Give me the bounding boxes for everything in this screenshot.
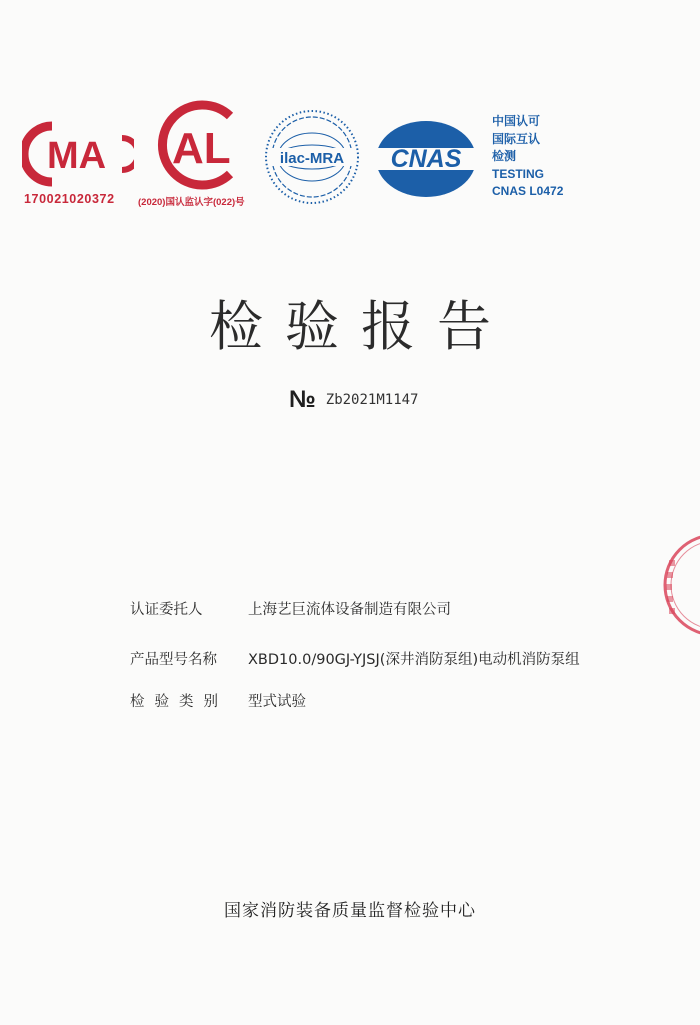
seal-stamp xyxy=(655,530,700,640)
ilac-mra-logo xyxy=(262,107,362,207)
product-label: 产品型号名称 xyxy=(130,652,217,668)
cnas-line: 国际互认 xyxy=(492,131,541,146)
cal-number: (2020)国认监认字(022)号 xyxy=(138,197,245,208)
inspection-type-label: 检验类别 xyxy=(130,694,228,710)
cma-logo-text: MA xyxy=(47,135,107,177)
number-symbol: № xyxy=(289,386,316,413)
cnas-line: 中国认可 xyxy=(492,114,541,128)
report-number-value: Zb2021M1147 xyxy=(325,392,419,408)
ilac-logo-text: ilac-MRA xyxy=(279,150,345,167)
cnas-logo-text: CNAS xyxy=(390,145,462,173)
cnas-accreditation-text xyxy=(492,113,563,201)
cal-logo xyxy=(146,100,254,190)
client-value: 上海艺巨流体设备制造有限公司 xyxy=(248,602,451,618)
cnas-line: 检测 xyxy=(492,149,517,163)
cma-number: 170021020372 xyxy=(24,192,115,206)
report-number xyxy=(289,386,418,414)
client-row xyxy=(130,598,451,619)
issuing-institution: 国家消防装备质量监督检验中心 xyxy=(224,901,476,921)
report-title: 检验报告 xyxy=(209,295,513,358)
inspection-type-row xyxy=(130,690,306,711)
client-label: 认证委托人 xyxy=(130,602,203,618)
cnas-line: TESTING xyxy=(492,166,545,181)
inspection-type-value: 型式试验 xyxy=(248,694,306,710)
cnas-line: CNAS L0472 xyxy=(492,184,564,198)
product-row xyxy=(130,648,580,669)
cnas-logo xyxy=(372,118,480,200)
cal-logo-text: AL xyxy=(172,124,231,173)
product-value: XBD10.0/90GJ-YJSJ(深井消防泵组)电动机消防泵组 xyxy=(248,652,580,668)
cma-logo xyxy=(22,118,134,190)
